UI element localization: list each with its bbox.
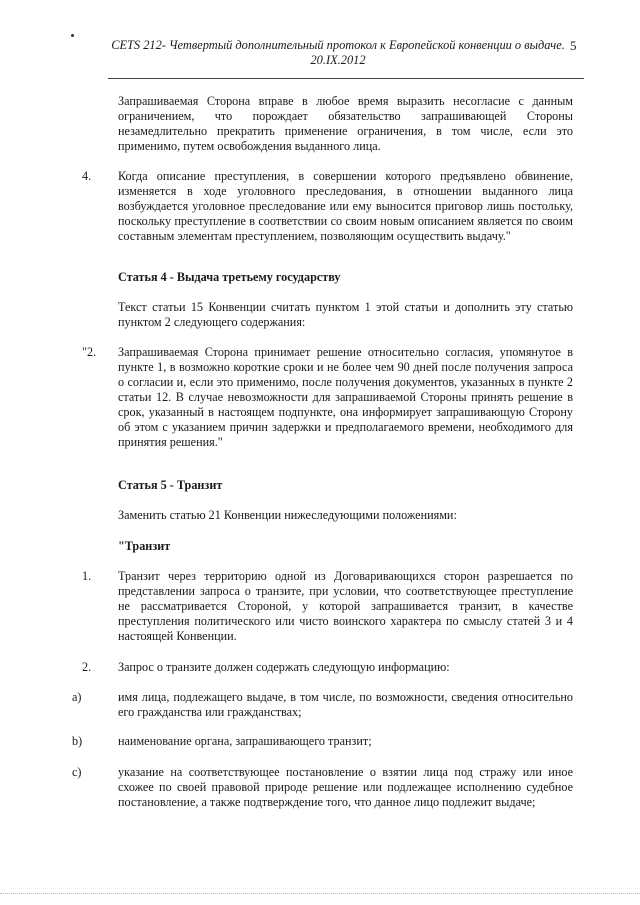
item-4-text: Когда описание преступления, в совершении которого предъявлено обвинение, изменяется в ходе уголовного преследования, в отношении выданного лица возбуждается уголовное преследование или ему выносится приговор лишь постольку, поскольку преступление в соответствии со своим новым описанием является по своим составным элементам преступлением, позволяющим осуществить выдачу." [118,169,573,243]
transit-c-number: c) [72,765,82,779]
header-date: 20.IX.2012 [310,53,366,67]
page-header [108,38,568,68]
intro-paragraph: Запрашиваемая Сторона вправе в любое время выразить несогласие с данным ограничением, что порождает обязательство запрашивающей Стороны незамедлительно прекратить применение ограничения, в том числе, если это применимо, путем освобождения выданного лица. [118,94,573,153]
scan-speck [71,34,74,37]
header-title: CETS 212- Четвертый дополнительный протокол к Европейской конвенции о выдаче. [111,38,565,52]
transit-2-text: Запрос о транзите должен содержать следующую информацию: [118,660,450,674]
article-4-point-2-text: Запрашиваемая Сторона принимает решение относительно согласия, упомянутое в пункте 1, в возможно короткие сроки и не более чем 90 дней после получения запроса о согласии и, если это применимо, после получения документов, указанных в пункте 2 статьи 12. В случае невозможности для запрашиваемой Стороны принять решение в срок, указанный в настоящем подпункте, она информирует запрашивающую Сторону об этом с указанием причин задержки и предполагаемого времени, необходимого для принятия решения." [118,345,573,449]
transit-b-text: наименование органа, запрашивающего транзит; [118,734,372,748]
transit-1-number: 1. [82,569,92,583]
article-4-text: Текст статьи 15 Конвенции считать пунктом 1 этой статьи и дополнить эту статью пунктом 2 следующего содержания: [118,300,573,329]
article-4-point-2-number: "2. [82,345,97,359]
transit-heading: "Транзит [118,539,171,553]
transit-b-number: b) [72,734,83,748]
page-number: 5 [570,38,577,53]
page-bottom-edge [0,893,640,894]
article-5-text: Заменить статью 21 Конвенции нижеследующими положениями: [118,508,457,522]
transit-c-text: указание на соответствующее постановление о взятии лица под стражу или иное схожее по своей правовой природе решение или подлежащее исполнению судебное постановление, а также подтверждение того, что данное лицо подлежит выдаче; [118,765,573,809]
article-5-heading: Статья 5 - Транзит [118,478,223,492]
transit-2-number: 2. [82,660,92,674]
transit-1-text: Транзит через территорию одной из Договаривающихся сторон разрешается по представлении запроса о транзите, при условии, что соответствующее преступление не рассматривается Стороной, у которой запрашивается транзит, в качестве преступления политического или чисто воинского характера по смыслу статей 3 и 4 настоящей Конвенции. [118,569,573,643]
transit-a-number: a) [72,690,82,704]
article-4-heading: Статья 4 - Выдача третьему государству [118,270,341,284]
item-4-number: 4. [82,169,92,183]
header-rule [108,78,584,79]
transit-a-text: имя лица, подлежащего выдаче, в том числе, по возможности, сведения относительно его гражданства или гражданствах; [118,690,573,719]
